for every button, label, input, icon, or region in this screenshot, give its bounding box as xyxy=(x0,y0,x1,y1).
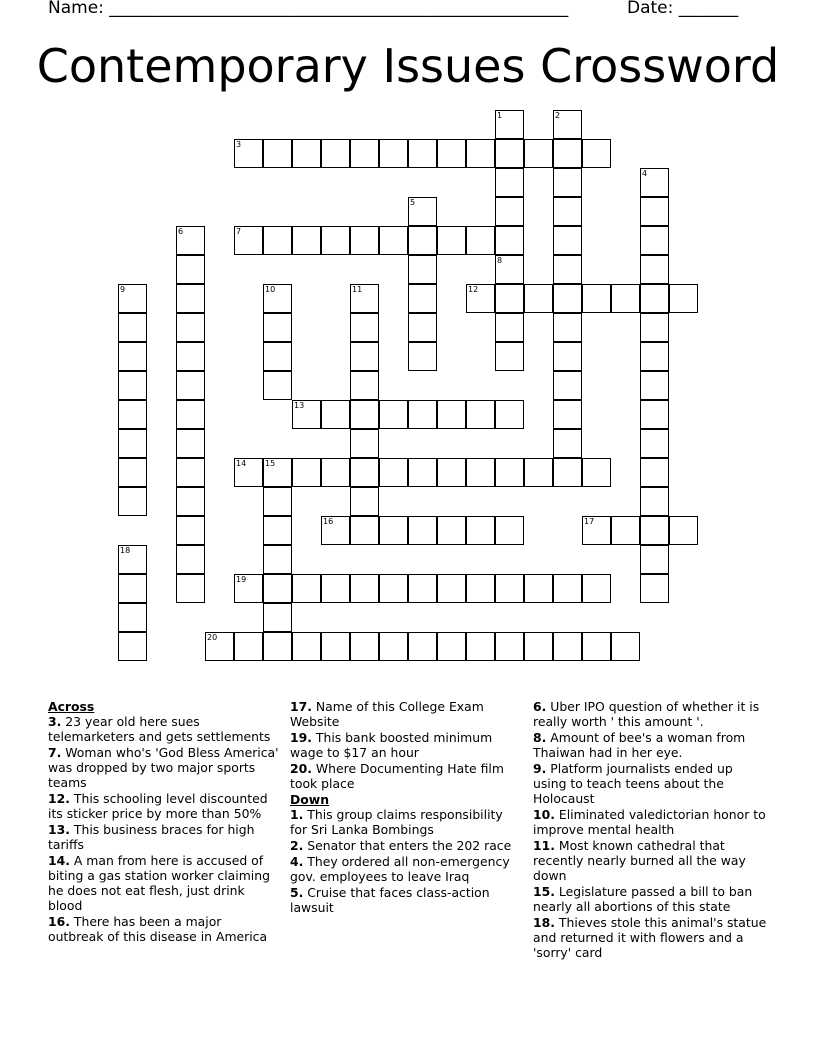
crossword-cell[interactable] xyxy=(495,313,524,342)
crossword-cell[interactable] xyxy=(176,429,205,458)
crossword-cell[interactable] xyxy=(350,400,379,429)
crossword-cell[interactable] xyxy=(118,313,147,342)
crossword-cell[interactable] xyxy=(640,400,669,429)
crossword-cell[interactable] xyxy=(408,400,437,429)
crossword-cell[interactable] xyxy=(118,574,147,603)
crossword-cell[interactable] xyxy=(495,400,524,429)
clue-number: 7 xyxy=(236,227,242,236)
crossword-cell[interactable] xyxy=(408,197,437,226)
crossword-cell[interactable] xyxy=(640,255,669,284)
crossword-cell[interactable] xyxy=(321,632,350,661)
crossword-cell[interactable] xyxy=(524,632,553,661)
crossword-cell[interactable] xyxy=(263,139,292,168)
crossword-cell[interactable] xyxy=(437,226,466,255)
crossword-cell[interactable] xyxy=(495,197,524,226)
crossword-cell[interactable] xyxy=(495,516,524,545)
crossword-cell[interactable] xyxy=(408,226,437,255)
crossword-cell[interactable] xyxy=(350,429,379,458)
crossword-cell[interactable] xyxy=(495,168,524,197)
section-heading: Down xyxy=(290,792,330,807)
crossword-cell[interactable] xyxy=(176,371,205,400)
crossword-cell[interactable] xyxy=(292,400,321,429)
crossword-cell[interactable] xyxy=(582,632,611,661)
crossword-cell[interactable] xyxy=(553,632,582,661)
crossword-cell[interactable] xyxy=(524,284,553,313)
crossword-cell[interactable] xyxy=(263,458,292,487)
crossword-cell[interactable] xyxy=(640,487,669,516)
clue-number: 12 xyxy=(468,285,479,294)
crossword-cell[interactable] xyxy=(640,371,669,400)
clue-column-3 xyxy=(533,699,767,961)
crossword-cell[interactable] xyxy=(495,139,524,168)
crossword-cell[interactable] xyxy=(263,545,292,574)
crossword-cell[interactable] xyxy=(466,458,495,487)
crossword-cell[interactable] xyxy=(640,342,669,371)
crossword-cell[interactable] xyxy=(118,371,147,400)
crossword-cell[interactable] xyxy=(466,226,495,255)
crossword-cell[interactable] xyxy=(466,139,495,168)
crossword-cell[interactable] xyxy=(495,574,524,603)
crossword-cell[interactable] xyxy=(408,313,437,342)
crossword-cell[interactable] xyxy=(640,458,669,487)
crossword-cell[interactable] xyxy=(582,139,611,168)
clue-item: 12. This schooling level discounted its sticker price by more than 50% xyxy=(48,791,268,821)
section-heading: Across xyxy=(48,699,95,714)
crossword-cell[interactable] xyxy=(379,226,408,255)
crossword-cell[interactable] xyxy=(640,168,669,197)
clue-item: 19. This bank boosted minimum wage to $17 an hour xyxy=(290,730,493,760)
crossword-cell[interactable] xyxy=(582,574,611,603)
crossword-cell[interactable] xyxy=(350,458,379,487)
crossword-cell[interactable] xyxy=(292,632,321,661)
crossword-cell[interactable] xyxy=(553,458,582,487)
clue-item: 18. Thieves stole this animal's statue and returned it with flowers and a 'sorry' card xyxy=(533,915,767,960)
crossword-cell[interactable] xyxy=(263,487,292,516)
crossword-cell[interactable] xyxy=(292,226,321,255)
crossword-cell[interactable] xyxy=(350,313,379,342)
crossword-cell[interactable] xyxy=(408,255,437,284)
crossword-cell[interactable] xyxy=(640,429,669,458)
crossword-cell[interactable] xyxy=(669,516,698,545)
crossword-cell[interactable] xyxy=(176,516,205,545)
crossword-cell[interactable] xyxy=(350,487,379,516)
crossword-cell[interactable] xyxy=(553,574,582,603)
clue-item: 1. This group claims responsibility for Sri Lanka Bombings xyxy=(290,807,503,837)
crossword-cell[interactable] xyxy=(176,284,205,313)
crossword-cell[interactable] xyxy=(640,284,669,313)
crossword-cell[interactable] xyxy=(292,458,321,487)
clue-item: 7. Woman who's 'God Bless America' was dropped by two major sports teams xyxy=(48,745,279,790)
crossword-cell[interactable] xyxy=(408,632,437,661)
crossword-cell[interactable] xyxy=(263,632,292,661)
crossword-cell[interactable] xyxy=(582,284,611,313)
crossword-cell[interactable] xyxy=(176,342,205,371)
clue-number: 18 xyxy=(120,546,131,555)
clue-number: 8 xyxy=(497,256,503,265)
crossword-cell[interactable] xyxy=(553,168,582,197)
crossword-cell[interactable] xyxy=(118,429,147,458)
crossword-cell[interactable] xyxy=(379,458,408,487)
clue-number: 20 xyxy=(207,633,218,642)
crossword-cell[interactable] xyxy=(495,342,524,371)
crossword-cell[interactable] xyxy=(553,313,582,342)
crossword-cell[interactable] xyxy=(553,255,582,284)
date-line: Date: _______ xyxy=(627,0,739,18)
crossword-cell[interactable] xyxy=(408,458,437,487)
crossword-cell[interactable] xyxy=(321,139,350,168)
clue-number: 6 xyxy=(178,227,184,236)
crossword-cell[interactable] xyxy=(263,371,292,400)
clue-number: 4 xyxy=(642,169,648,178)
crossword-cell[interactable] xyxy=(611,516,640,545)
crossword-cell[interactable] xyxy=(582,516,611,545)
crossword-cell[interactable] xyxy=(437,574,466,603)
crossword-cell[interactable] xyxy=(524,139,553,168)
crossword-cell[interactable] xyxy=(350,139,379,168)
crossword-cell[interactable] xyxy=(379,574,408,603)
clue-number: 5 xyxy=(410,198,416,207)
name-line: Name: ______________________________________________________ xyxy=(48,0,569,18)
crossword-cell[interactable] xyxy=(437,400,466,429)
crossword-cell[interactable] xyxy=(640,545,669,574)
clue-item: 5. Cruise that faces class-action lawsuit xyxy=(290,885,490,915)
crossword-cell[interactable] xyxy=(495,110,524,139)
crossword-cell[interactable] xyxy=(466,284,495,313)
crossword-cell[interactable] xyxy=(611,632,640,661)
crossword-cell[interactable] xyxy=(263,516,292,545)
crossword-cell[interactable] xyxy=(466,632,495,661)
clue-item: 4. They ordered all non-emergency gov. employees to leave Iraq xyxy=(290,854,510,884)
crossword-cell[interactable] xyxy=(553,342,582,371)
clue-item: 16. There has been a major outbreak of this disease in America xyxy=(48,914,268,944)
clue-item: 10. Eliminated valedictorian honor to improve mental health xyxy=(533,807,766,837)
clue-item: 3. 23 year old here sues telemarketers and gets settlements xyxy=(48,714,271,744)
crossword-cell[interactable] xyxy=(234,139,263,168)
crossword-cell[interactable] xyxy=(524,574,553,603)
clue-column-2 xyxy=(290,699,522,916)
crossword-cell[interactable] xyxy=(118,284,147,313)
clue-item: 13. This business braces for high tariffs xyxy=(48,822,255,852)
crossword-cell[interactable] xyxy=(437,458,466,487)
clue-number: 1 xyxy=(497,111,503,120)
page-title: Contemporary Issues Crossword xyxy=(36,39,780,93)
crossword-cell[interactable] xyxy=(263,603,292,632)
crossword-cell[interactable] xyxy=(640,574,669,603)
crossword-cell[interactable] xyxy=(640,313,669,342)
crossword-cell[interactable] xyxy=(466,400,495,429)
clue-number: 9 xyxy=(120,285,126,294)
crossword-cell[interactable] xyxy=(350,574,379,603)
crossword-cell[interactable] xyxy=(350,371,379,400)
clue-column-1 xyxy=(48,699,280,945)
crossword-cell[interactable] xyxy=(321,400,350,429)
crossword-cell[interactable] xyxy=(176,400,205,429)
crossword-cell[interactable] xyxy=(495,284,524,313)
clue-item: 15. Legislature passed a bill to ban nearly all abortions of this state xyxy=(533,884,753,914)
crossword-cell[interactable] xyxy=(640,516,669,545)
crossword-cell[interactable] xyxy=(263,226,292,255)
clue-number: 17 xyxy=(584,517,595,526)
crossword-cell[interactable] xyxy=(234,226,263,255)
crossword-cell[interactable] xyxy=(379,632,408,661)
crossword-cell[interactable] xyxy=(379,516,408,545)
crossword-cell[interactable] xyxy=(263,342,292,371)
crossword-cell[interactable] xyxy=(553,400,582,429)
crossword-cell[interactable] xyxy=(350,632,379,661)
clue-item: 11. Most known cathedral that recently nearly burned all the way down xyxy=(533,838,746,883)
crossword-cell[interactable] xyxy=(553,371,582,400)
clue-number: 13 xyxy=(294,401,305,410)
clue-item: 17. Name of this College Exam Website xyxy=(290,699,484,729)
crossword-cell[interactable] xyxy=(118,632,147,661)
crossword-cell[interactable] xyxy=(379,400,408,429)
clue-number: 3 xyxy=(236,140,242,149)
crossword-cell[interactable] xyxy=(118,603,147,632)
crossword-cell[interactable] xyxy=(408,284,437,313)
crossword-cell[interactable] xyxy=(553,197,582,226)
crossword-cell[interactable] xyxy=(408,574,437,603)
clue-item: 8. Amount of bee's a woman from Thaiwan had in her eye. xyxy=(533,730,746,760)
crossword-cell[interactable] xyxy=(350,226,379,255)
crossword-cell[interactable] xyxy=(176,313,205,342)
crossword-cell[interactable] xyxy=(234,632,263,661)
crossword-cell[interactable] xyxy=(611,284,640,313)
clue-number: 15 xyxy=(265,459,276,468)
crossword-cell[interactable] xyxy=(553,284,582,313)
crossword-cell[interactable] xyxy=(292,574,321,603)
crossword-cell[interactable] xyxy=(234,574,263,603)
crossword-cell[interactable] xyxy=(669,284,698,313)
crossword-cell[interactable] xyxy=(553,226,582,255)
crossword-cell[interactable] xyxy=(524,458,553,487)
crossword-cell[interactable] xyxy=(205,632,234,661)
crossword-cell[interactable] xyxy=(118,458,147,487)
clue-item: 14. A man from here is accused of biting a gas station worker claiming he does not eat flesh, just drink blood xyxy=(48,853,270,913)
crossword-cell[interactable] xyxy=(553,429,582,458)
crossword-cell[interactable] xyxy=(321,458,350,487)
crossword-cell[interactable] xyxy=(176,487,205,516)
clue-item: 20. Where Documenting Hate film took place xyxy=(290,761,504,791)
clue-number: 16 xyxy=(323,517,334,526)
crossword-cell[interactable] xyxy=(176,545,205,574)
crossword-cell[interactable] xyxy=(466,574,495,603)
clue-number: 10 xyxy=(265,285,276,294)
crossword-cell[interactable] xyxy=(263,313,292,342)
crossword-cell[interactable] xyxy=(350,516,379,545)
crossword-cell[interactable] xyxy=(495,632,524,661)
crossword-cell[interactable] xyxy=(408,342,437,371)
clue-item: 9. Platform journalists ended up using to teach teens about the Holocaust xyxy=(533,761,733,806)
crossword-cell[interactable] xyxy=(118,342,147,371)
crossword-cell[interactable] xyxy=(321,516,350,545)
crossword-cell[interactable] xyxy=(321,574,350,603)
clue-item: 6. Uber IPO question of whether it is really worth ' this amount '. xyxy=(533,699,760,729)
crossword-cell[interactable] xyxy=(350,284,379,313)
crossword-cell[interactable] xyxy=(466,516,495,545)
clue-number: 14 xyxy=(236,459,247,468)
crossword-cell[interactable] xyxy=(118,487,147,516)
crossword-cell[interactable] xyxy=(263,284,292,313)
crossword-cell[interactable] xyxy=(437,516,466,545)
crossword-cell[interactable] xyxy=(495,458,524,487)
crossword-cell[interactable] xyxy=(379,139,408,168)
crossword-cell[interactable] xyxy=(553,139,582,168)
crossword-cell[interactable] xyxy=(176,255,205,284)
crossword-cell[interactable] xyxy=(437,139,466,168)
clue-number: 2 xyxy=(555,111,561,120)
crossword-cell[interactable] xyxy=(640,197,669,226)
crossword-cell[interactable] xyxy=(321,226,350,255)
crossword-cell[interactable] xyxy=(495,255,524,284)
clue-item: 2. Senator that enters the 202 race xyxy=(290,838,512,853)
crossword-cell[interactable] xyxy=(582,458,611,487)
crossword-cell[interactable] xyxy=(437,632,466,661)
crossword-cell[interactable] xyxy=(176,226,205,255)
crossword-cell[interactable] xyxy=(234,458,263,487)
crossword-cell[interactable] xyxy=(292,139,321,168)
crossword-cell[interactable] xyxy=(350,342,379,371)
clue-number: 19 xyxy=(236,575,247,584)
crossword-cell[interactable] xyxy=(408,139,437,168)
clue-number: 11 xyxy=(352,285,363,294)
crossword-cell[interactable] xyxy=(553,110,582,139)
crossword-cell[interactable] xyxy=(408,516,437,545)
crossword-cell[interactable] xyxy=(118,545,147,574)
crossword-cell[interactable] xyxy=(263,574,292,603)
crossword-cell[interactable] xyxy=(495,226,524,255)
crossword-cell[interactable] xyxy=(176,574,205,603)
crossword-cell[interactable] xyxy=(118,400,147,429)
crossword-cell[interactable] xyxy=(640,226,669,255)
crossword-cell[interactable] xyxy=(176,458,205,487)
